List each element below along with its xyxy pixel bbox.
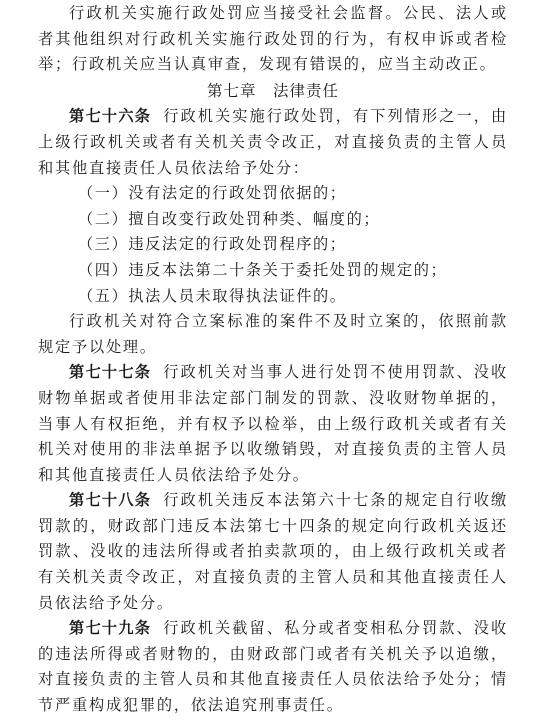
- article-76-item-1: （一）没有法定的行政处罚依据的；: [78, 184, 347, 203]
- article-76-item-4: （四）违反本法第二十条关于委托处罚的规定的；: [78, 260, 448, 279]
- article-77-paragraph: [38, 360, 508, 488]
- article-76-item-3: （三）违反法定的行政处罚程序的；: [78, 235, 347, 254]
- article-76-item-2: （二）擅自改变行政处罚种类、幅度的；: [78, 209, 381, 228]
- article-78-text: 行政机关违反本法第六十七条的规定自行收缴罚款的，财政部门违反本法第七十四条的规定向行政机关返还罚款、没收的违法所得或者拍卖款项的，由上级行政机关或者有关机关责令改正，对直接负责的主管人员和其他直接责任人员依法给予处分。: [38, 491, 509, 612]
- article-77-number: 第七十七条: [69, 363, 152, 382]
- article-79-text: 行政机关截留、私分或者变相私分罚款、没收的违法所得或者财物的，由财政部门或者有关机关予以追缴，对直接负责的主管人员和其他直接责任人员依法给予处分；情节严重构成犯罪的，依法追究刑事责任。: [38, 619, 509, 715]
- article-76-item-5: （五）执法人员未取得执法证件的。: [78, 286, 347, 305]
- article-78-paragraph: [38, 488, 508, 616]
- article-76-text: 行政机关实施行政处罚，有下列情形之一，由上级行政机关或者有关机关责令改正，对直接负责的主管人员和其他直接责任人员依法给予处分：: [38, 107, 509, 177]
- article-79-number: 第七十九条: [69, 619, 152, 638]
- chapter-heading: 第七章 法律责任: [206, 81, 339, 100]
- article-78-number: 第七十八条: [69, 491, 152, 510]
- article-79-paragraph: [38, 616, 508, 718]
- article-77-text: 行政机关对当事人进行处罚不使用罚款、没收财物单据或者使用非法定部门制发的罚款、没收财物单据的，当事人有权拒绝，并有权予以检举，由上级行政机关或者有关机关对使用的非法单据予以收缴销毁，对直接负责的主管人员和其他直接责任人员依法给予处分。: [38, 363, 509, 484]
- article-76-number: 第七十六条: [69, 107, 152, 126]
- article-76-paragraph: [38, 104, 508, 181]
- article-76-closing: 行政机关对符合立案标准的案件不及时立案的，依照前款规定予以处理。: [38, 312, 508, 356]
- intro-paragraph: 行政机关实施行政处罚应当接受社会监督。公民、法人或者其他组织对行政机关实施行政处罚的行为，有权申诉或者检举；行政机关应当认真审查，发现有错误的，应当主动改正。: [38, 4, 508, 74]
